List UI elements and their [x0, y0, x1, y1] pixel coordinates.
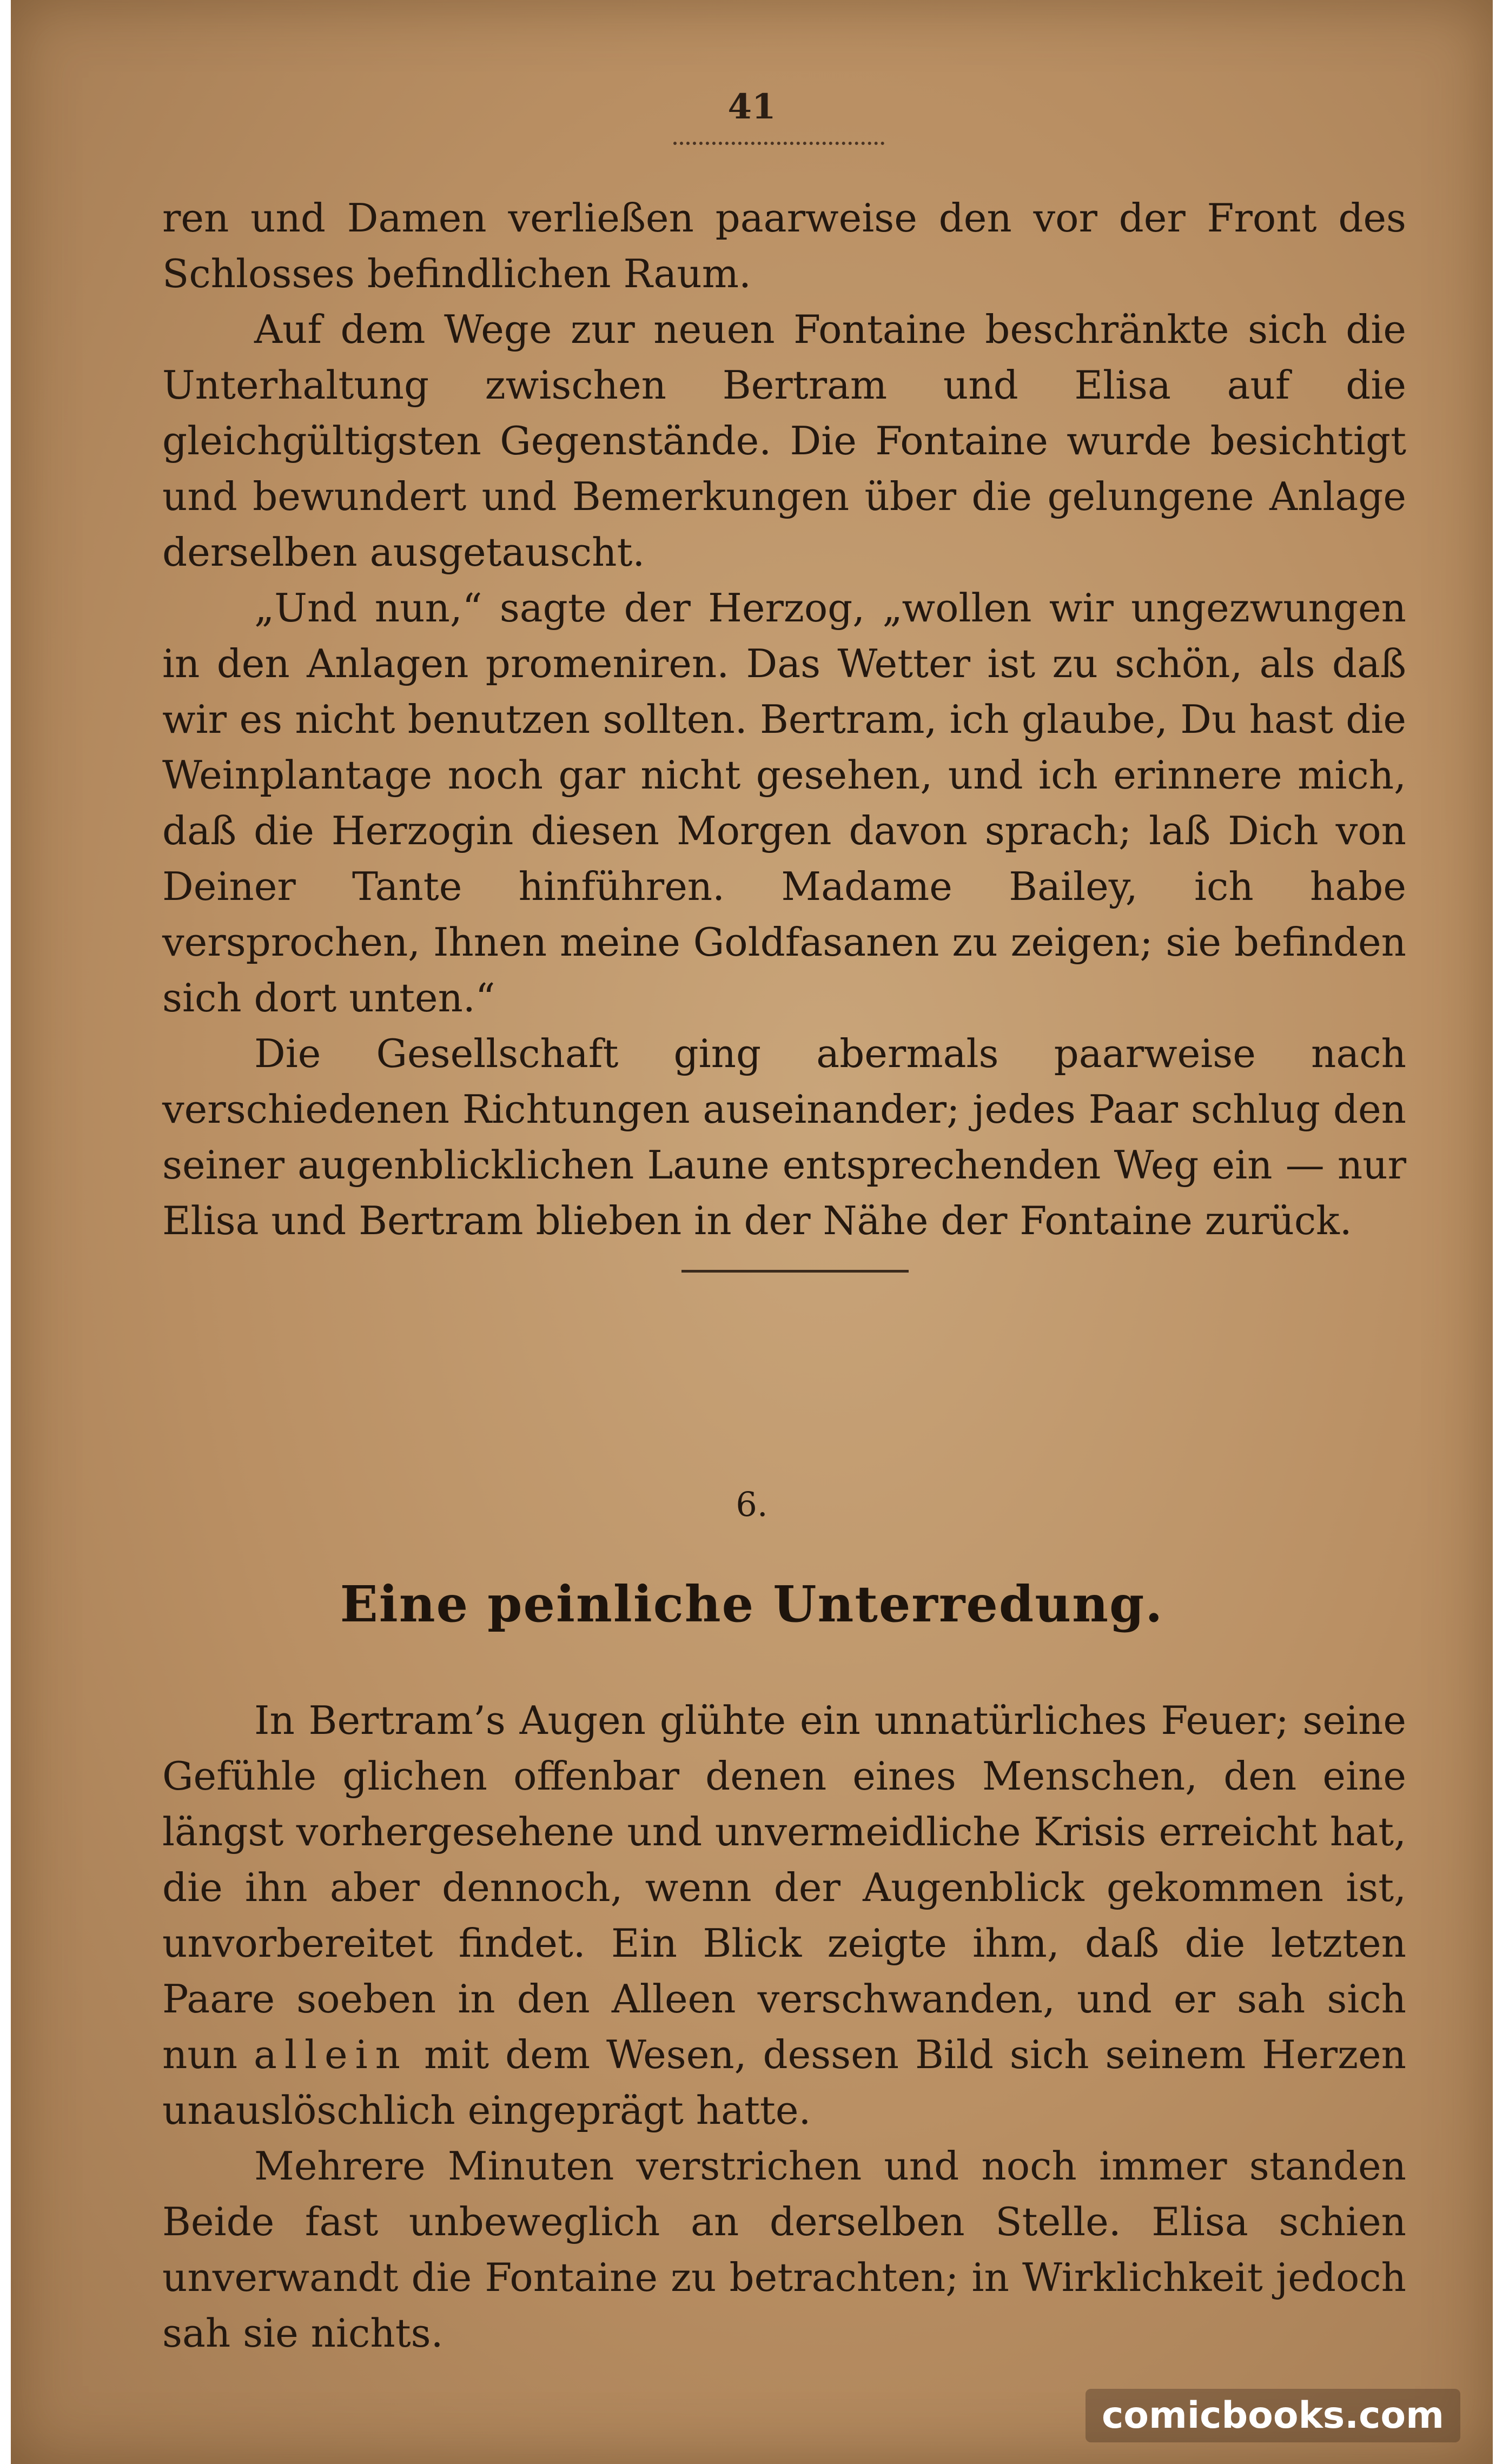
chapter-title: Eine peinliche Unterredung. — [340, 1575, 1164, 1633]
paragraph-text: In Bertram’s Augen glühte ein unnatürliches Feuer; seine Gefühle glichen offenbar denen eines Menschen, den eine längst vorhergesehene und unvermeidliche Krisis erreicht hat, die ihn aber dennoch, wenn der Augenblick gekommen ist, unvorbereitet findet. Ein Blick zeigte ihm, daß die letzten Paare soeben in den Alleen verschwanden, und er sah sich nun — [162, 1698, 1406, 2077]
paragraph: Die Gesellschaft ging abermals paarweise nach verschiedenen Richtungen auseinander; jedes Paar schlug den seiner augenblicklichen Laune entsprechenden Weg ein — nur Elisa und Bertram blieben in der Nähe der Fontaine zurück. — [162, 1031, 1406, 1243]
paragraph-text: mit dem Wesen, dessen Bild sich seinem Herzen unauslöschlich eingeprägt hatte. — [162, 2032, 1406, 2133]
paragraph: ren und Damen verließen paarweise den vor der Front des Schlosses befindlichen Raum. — [162, 195, 1406, 296]
paragraph — [162, 1693, 1406, 2138]
body-text-chapter — [162, 1693, 1406, 2361]
paragraph: Auf dem Wege zur neuen Fontaine beschränkte sich die Unterhaltung zwischen Bertram und Elisa auf die gleichgültigsten Gegenstände. Die Fontaine wurde besichtigt und bewundert und Bemerkungen über die gelungene Anlage derselben ausgetauscht. — [162, 307, 1406, 575]
paragraph: „Und nun,“ sagte der Herzog, „wollen wir ungezwungen in den Anlagen promeniren. Das Wetter ist zu schön, als daß wir es nicht benutzen sollten. Bertram, ich glaube, Du hast die Weinplantage noch gar nicht gesehen, und ich erinnere mich, daß die Herzogin diesen Morgen davon sprach; laß Dich von Deiner Tante hinführen. Madame Bailey, ich habe versprochen, Ihnen meine Goldfasanen zu zeigen; sie befinden sich dort unten.“ — [162, 585, 1406, 1021]
emphasized-word: allein — [254, 2032, 408, 2077]
body-text-top — [162, 190, 1406, 1249]
page-number-ornament — [673, 142, 884, 153]
paragraph: Mehrere Minuten verstrichen und noch immer standen Beide fast unbeweglich an derselben Stelle. Elisa schien unverwandt die Fontaine zu betrachten; in Wirklichkeit jedoch sah sie nichts. — [162, 2143, 1406, 2356]
watermark: comicbooks.com — [1086, 2389, 1460, 2442]
chapter-number: 6. — [736, 1485, 768, 1524]
book-page — [11, 0, 1493, 2464]
page-number: 41 — [727, 87, 776, 127]
section-divider — [681, 1270, 909, 1273]
